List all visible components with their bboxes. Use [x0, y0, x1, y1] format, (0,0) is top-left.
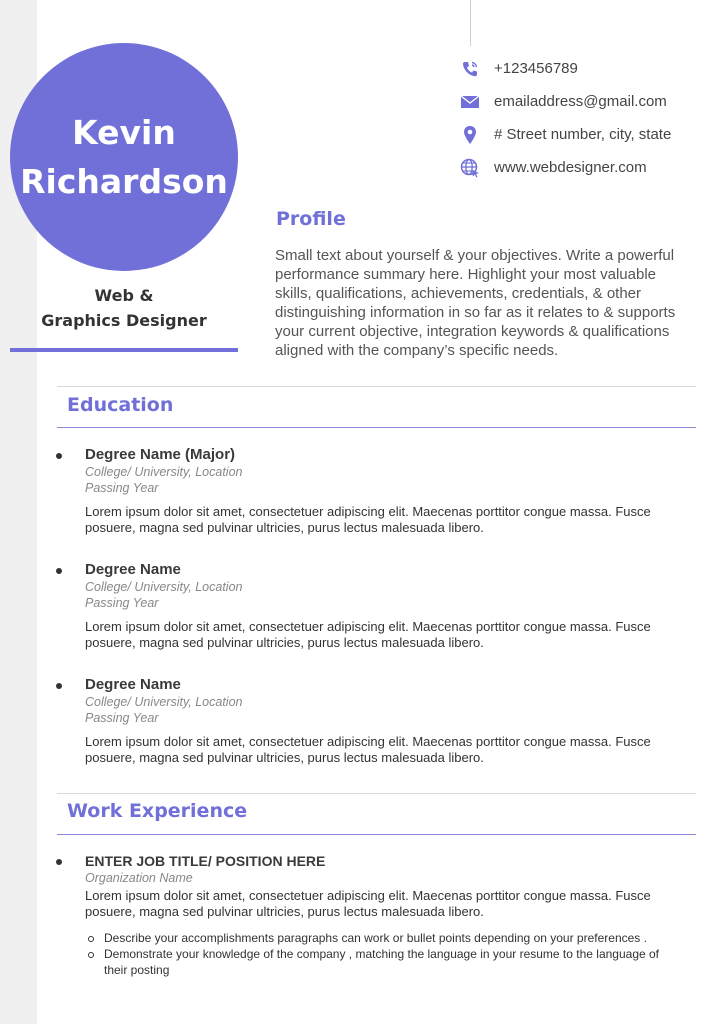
name-circle	[10, 43, 238, 271]
education-underline	[57, 427, 696, 428]
education-item	[56, 446, 696, 536]
degree-name: Degree Name	[85, 676, 181, 693]
name-first: Kevin	[72, 113, 176, 152]
passing-year: Passing Year	[85, 596, 159, 610]
contact-address	[458, 118, 671, 151]
profile-heading: Profile	[276, 208, 346, 230]
work-top-rule	[57, 793, 696, 794]
organization-name: Organization Name	[85, 871, 193, 885]
education-item	[56, 676, 696, 766]
education-description: Lorem ipsum dolor sit amet, consectetuer adipiscing elit. Maecenas porttitor congue massa. Fusce posuere, magna sed pulvinar ultricies, purus lectus malesuada libero.	[85, 734, 651, 765]
name-last: Richardson	[20, 162, 228, 201]
work-heading: Work Experience	[67, 800, 248, 822]
contact-website-text: www.webdesigner.com	[494, 159, 647, 176]
bullet-dot	[56, 683, 62, 689]
degree-name: Degree Name	[85, 561, 181, 578]
bullet-dot	[56, 568, 62, 574]
contact-phone	[458, 52, 671, 85]
candidate-title	[10, 283, 238, 333]
accomplishment-text: Demonstrate your knowledge of the company , matching the language in your resume to the language of their posting	[104, 947, 660, 977]
work-description: Lorem ipsum dolor sit amet, consectetuer adipiscing elit. Maecenas porttitor congue massa. Fusce posuere, magna sed pulvinar ultricies, purus lectus malesuada libero.	[85, 888, 651, 919]
job-title: ENTER JOB TITLE/ POSITION HERE	[85, 853, 326, 869]
phone-icon	[458, 59, 482, 79]
work-item	[56, 852, 696, 978]
hollow-bullet-icon	[88, 952, 94, 958]
accomplishment-text: Describe your accomplishments paragraphs can work or bullet points depending on your preferences .	[104, 931, 647, 945]
contact-phone-text: +123456789	[494, 60, 578, 77]
passing-year: Passing Year	[85, 711, 159, 725]
accomplishment-item	[104, 946, 664, 978]
bullet-dot	[56, 859, 62, 865]
profile-summary: Small text about yourself & your objectives. Write a powerful performance summary here. Highlight your most valuable skills, qualifications, achievements, credentials, & other distinguishing information in so far as it relates to & supports your current objective, integration keywords & qualifications aligned with the company’s specific needs.	[275, 247, 676, 359]
contact-email	[458, 85, 671, 118]
candidate-name	[14, 108, 234, 206]
email-icon	[458, 92, 482, 112]
accomplishment-item	[104, 930, 664, 946]
contact-list	[458, 52, 671, 184]
globe-icon	[458, 158, 482, 178]
school-location: College/ University, Location	[85, 695, 243, 709]
education-description: Lorem ipsum dolor sit amet, consectetuer adipiscing elit. Maecenas porttitor congue massa. Fusce posuere, magna sed pulvinar ultricies, purus lectus malesuada libero.	[85, 619, 651, 650]
location-pin-icon	[458, 125, 482, 145]
contact-email-text: emailaddress@gmail.com	[494, 93, 667, 110]
school-location: College/ University, Location	[85, 580, 243, 594]
title-line-2: Graphics Designer	[41, 311, 207, 330]
school-location: College/ University, Location	[85, 465, 243, 479]
degree-name: Degree Name (Major)	[85, 446, 236, 463]
contact-website	[458, 151, 671, 184]
education-heading: Education	[67, 394, 174, 416]
education-description: Lorem ipsum dolor sit amet, consectetuer adipiscing elit. Maecenas porttitor congue massa. Fusce posuere, magna sed pulvinar ultricies, purus lectus malesuada libero.	[85, 504, 651, 535]
title-underline	[10, 348, 238, 352]
top-divider-line	[470, 0, 471, 46]
title-line-1: Web &	[94, 286, 154, 305]
work-underline	[57, 834, 696, 835]
contact-address-text: # Street number, city, state	[494, 126, 672, 143]
bullet-dot	[56, 453, 62, 459]
education-item	[56, 561, 696, 651]
hollow-bullet-icon	[88, 936, 94, 942]
accomplishment-list	[56, 930, 696, 978]
education-top-rule	[57, 386, 696, 387]
passing-year: Passing Year	[85, 481, 159, 495]
